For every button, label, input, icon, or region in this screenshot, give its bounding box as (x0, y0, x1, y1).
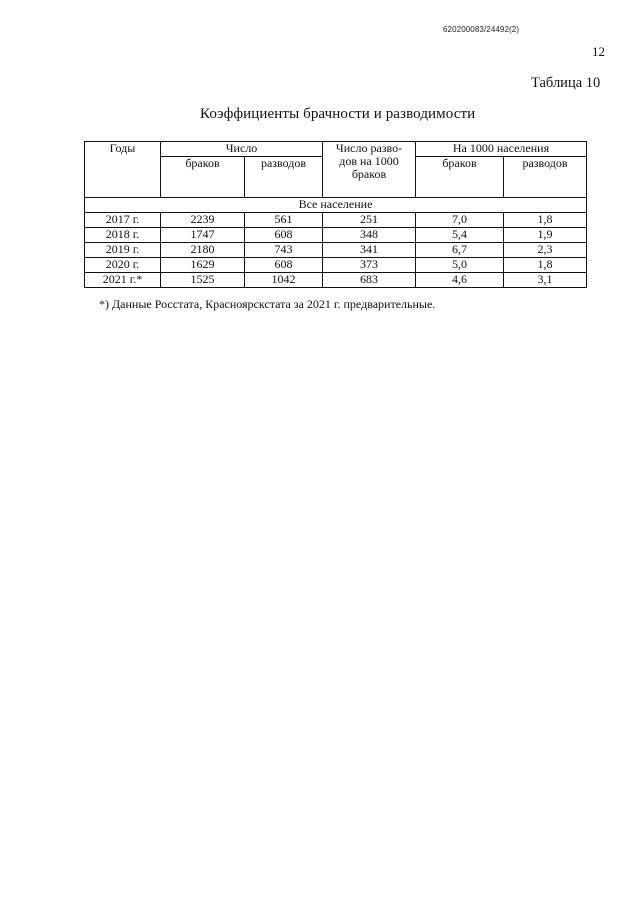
table-row (85, 213, 587, 228)
header-years: Годы (85, 142, 161, 198)
cell-divorces: 743 (245, 243, 323, 258)
header-per1000: На 1000 населения (416, 142, 587, 157)
cell-divorce-ratio: 251 (323, 213, 416, 228)
cell-divorces: 608 (245, 228, 323, 243)
section-all-population: Все население (85, 198, 587, 213)
table-row (85, 258, 587, 273)
header-count-marriages: браков (161, 157, 245, 198)
cell-divorces-per1000: 1,8 (504, 258, 587, 273)
cell-marriages-per1000: 6,7 (416, 243, 504, 258)
table-label: Таблица 10 (531, 75, 601, 91)
header-divorce-ratio-line3: браков (351, 167, 387, 181)
cell-divorce-ratio: 341 (323, 243, 416, 258)
table-row (85, 228, 587, 243)
cell-divorces: 1042 (245, 273, 323, 288)
header-per1000-divorces: разводов (504, 157, 587, 198)
cell-divorces-per1000: 3,1 (504, 273, 587, 288)
table-row (85, 273, 587, 288)
cell-marriages-per1000: 7,0 (416, 213, 504, 228)
cell-year: 2017 г. (85, 213, 161, 228)
cell-marriages: 2180 (161, 243, 245, 258)
cell-year: 2021 г.* (85, 273, 161, 288)
page-number: 12 (592, 44, 605, 59)
table-row (85, 243, 587, 258)
header-divorce-ratio-line1: Число разво- (335, 141, 403, 155)
header-divorce-ratio-line2: дов на 1000 (339, 154, 399, 168)
cell-marriages: 1747 (161, 228, 245, 243)
cell-divorce-ratio: 348 (323, 228, 416, 243)
cell-divorces: 608 (245, 258, 323, 273)
cell-divorce-ratio: 683 (323, 273, 416, 288)
cell-marriages-per1000: 4,6 (416, 273, 504, 288)
cell-marriages-per1000: 5,0 (416, 258, 504, 273)
header-per1000-marriages: браков (416, 157, 504, 198)
marriage-divorce-table (84, 141, 587, 288)
cell-year: 2018 г. (85, 228, 161, 243)
cell-marriages: 2239 (161, 213, 245, 228)
cell-divorces: 561 (245, 213, 323, 228)
cell-year: 2020 г. (85, 258, 161, 273)
cell-divorce-ratio: 373 (323, 258, 416, 273)
document-code: 620200083/24492(2) (443, 25, 520, 34)
header-count: Число (161, 142, 323, 157)
table-footnote: *) Данные Росстата, Красноярскстата за 2021 г. предварительные. (99, 297, 436, 311)
header-divorce-ratio (323, 142, 416, 198)
cell-year: 2019 г. (85, 243, 161, 258)
table-section-row (85, 198, 587, 213)
table-header-row (85, 142, 587, 157)
header-count-divorces: разводов (245, 157, 323, 198)
cell-divorces-per1000: 1,8 (504, 213, 587, 228)
table-title: Коэффициенты брачности и разводимости (200, 106, 476, 122)
cell-marriages: 1629 (161, 258, 245, 273)
cell-divorces-per1000: 1,9 (504, 228, 587, 243)
cell-marriages: 1525 (161, 273, 245, 288)
cell-marriages-per1000: 5,4 (416, 228, 504, 243)
cell-divorces-per1000: 2,3 (504, 243, 587, 258)
